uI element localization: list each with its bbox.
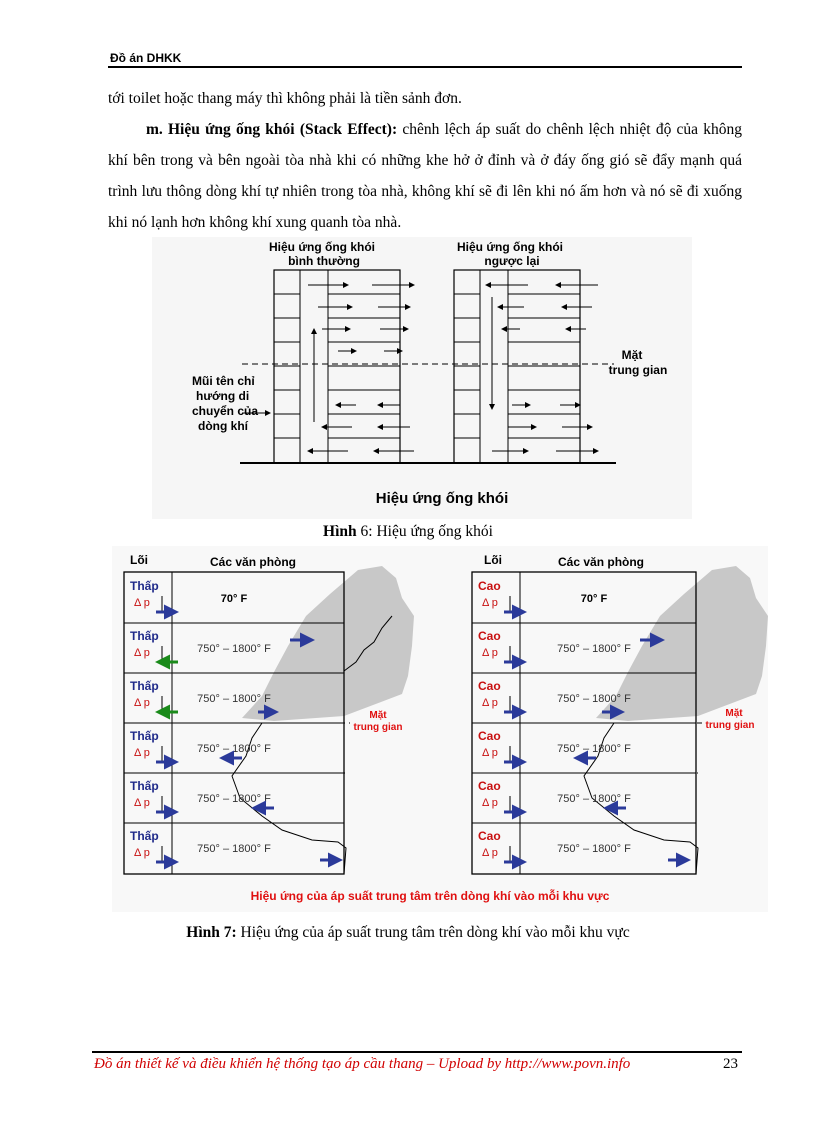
- figure-6-stack-effect-diagram: [152, 237, 692, 519]
- arrow-note-3: chuyển của: [192, 404, 259, 418]
- paragraph-1: tới toilet hoặc thang máy thì không phải là tiền sảnh đơn.: [108, 90, 462, 107]
- left-core-label: Lõi: [130, 553, 148, 567]
- floor-pressure-label: Cao: [478, 679, 501, 693]
- floor-temperature-label: 750° – 1800° F: [197, 643, 271, 655]
- stack-effect-text: chênh lệch áp suất do chênh lệch nhiệt độ của không khí bên trong và bên ngoài tòa nhà khi có những khe hở ở đỉnh và ở đáy ống gió sẽ đẩy mạnh quá trình lưu thông dòng khí tự nhiên trong tòa nhà, không khí sẽ đi lên khi nó ấm hơn và nó sẽ đi xuống khi nó lạnh hơn không khí xung quanh tòa nhà.: [108, 121, 743, 231]
- delta-p-label: Δ p: [482, 797, 498, 809]
- delta-p-label: Δ p: [134, 697, 150, 709]
- delta-p-label: Δ p: [482, 597, 498, 609]
- floor-temperature-label: 70° F: [220, 593, 248, 605]
- floor-temperature-label: 750° – 1800° F: [197, 843, 271, 855]
- footer-text: Đồ án thiết kế và điều khiển hệ thống tạo áp cầu thang – Upload by http://www.povn.info: [94, 1056, 631, 1072]
- floor-temperature-label: 750° – 1800° F: [197, 793, 271, 805]
- floor-temperature-label: 750° – 1800° F: [197, 693, 271, 705]
- floor-temperature-label: 750° – 1800° F: [197, 743, 271, 755]
- floor-pressure-label: Cao: [478, 579, 501, 593]
- left-title-line1: Hiệu ứng ống khói: [268, 240, 376, 254]
- arrow-note-2: hướng di: [196, 389, 250, 403]
- paragraph-stack-effect: [108, 114, 742, 238]
- page-number: 23: [723, 1056, 738, 1072]
- left-offices-label: Các văn phòng: [210, 555, 297, 569]
- header-rule: [108, 66, 742, 68]
- figure-6-caption-text: 6: Hiệu ứng ống khói: [356, 523, 493, 540]
- delta-p-label: Δ p: [134, 747, 150, 759]
- neutral-plane-label-2: trung gian: [608, 363, 668, 377]
- delta-p-label: Δ p: [482, 847, 498, 859]
- neutral-plane-label-1: Mặt: [621, 348, 643, 362]
- floor-pressure-label: Thấp: [130, 579, 159, 593]
- floor-pressure-label: Thấp: [130, 729, 159, 743]
- floor-pressure-label: Cao: [478, 629, 501, 643]
- figure-7-red-title: Hiệu ứng của áp suất trung tâm trên dòng khí vào mỗi khu vực: [250, 889, 610, 903]
- floor-temperature-label: 70° F: [580, 593, 608, 605]
- floor-pressure-label: Cao: [478, 729, 501, 743]
- floor-pressure-label: Cao: [478, 779, 501, 793]
- right-title-line2: ngược lại: [484, 254, 540, 268]
- figure-6-caption: [0, 523, 816, 541]
- floor-pressure-label: Thấp: [130, 779, 159, 793]
- figure-7-pressure-diagram: [112, 546, 768, 912]
- floor-temperature-label: 750° – 1800° F: [557, 793, 631, 805]
- figure-7-caption-text: Hiệu ứng của áp suất trung tâm trên dòng khí vào mỗi khu vực: [236, 924, 630, 941]
- figure-7-caption: [0, 924, 816, 942]
- right-neutral-label-1: Mặt: [725, 708, 743, 719]
- delta-p-label: Δ p: [134, 797, 150, 809]
- floor-pressure-label: Cao: [478, 829, 501, 843]
- floor-temperature-label: 750° – 1800° F: [557, 643, 631, 655]
- left-title-line2: bình thường: [288, 254, 360, 268]
- figure-6-caption-label: Hình: [323, 523, 357, 540]
- footer-rule: [92, 1051, 742, 1053]
- stack-effect-heading: m. Hiệu ứng ống khói (Stack Effect):: [146, 121, 398, 138]
- right-neutral-label-2: trung gian: [705, 720, 755, 731]
- floor-temperature-label: 750° – 1800° F: [557, 693, 631, 705]
- arrow-note-1: Mũi tên chỉ: [192, 374, 255, 388]
- delta-p-label: Δ p: [482, 697, 498, 709]
- arrow-note-4: dòng khí: [198, 419, 248, 433]
- document-header: Đồ án DHKK: [110, 51, 182, 65]
- floor-temperature-label: 750° – 1800° F: [557, 843, 631, 855]
- delta-p-label: Δ p: [134, 597, 150, 609]
- floor-pressure-label: Thấp: [130, 629, 159, 643]
- delta-p-label: Δ p: [134, 847, 150, 859]
- floor-pressure-label: Thấp: [130, 829, 159, 843]
- left-neutral-label-1: Mặt: [369, 710, 387, 721]
- left-neutral-label-2: trung gian: [353, 722, 403, 733]
- delta-p-label: Δ p: [482, 647, 498, 659]
- delta-p-label: Δ p: [482, 747, 498, 759]
- right-title-line1: Hiệu ứng ống khói: [456, 240, 564, 254]
- delta-p-label: Δ p: [134, 647, 150, 659]
- right-core-label: Lõi: [484, 553, 502, 567]
- floor-pressure-label: Thấp: [130, 679, 159, 693]
- figure-7-caption-label: Hình 7:: [186, 924, 237, 941]
- floor-temperature-label: 750° – 1800° F: [557, 743, 631, 755]
- figure-6-bottom-title: Hiệu ứng ống khói: [375, 490, 509, 507]
- right-offices-label: Các văn phòng: [558, 555, 645, 569]
